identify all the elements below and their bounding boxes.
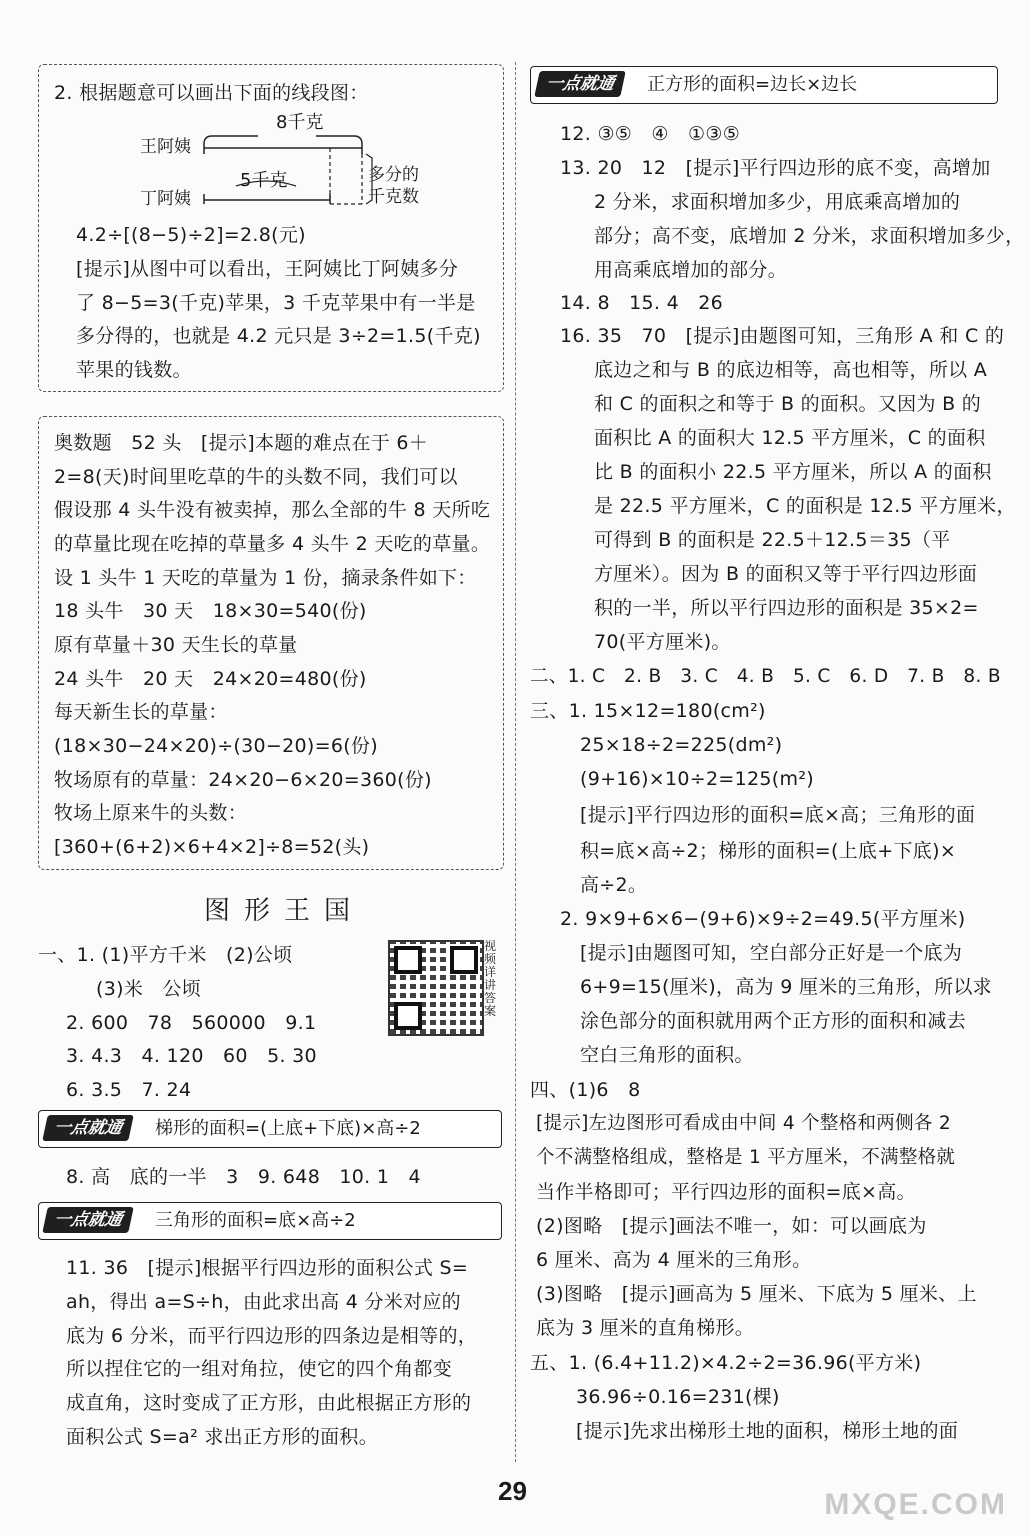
box1-title: 2. 根据题意可以画出下面的线段图： (54, 82, 369, 104)
answers-line-3: 2. 600 78 560000 9.1 (66, 1012, 317, 1034)
right-line-3: 2 分米，求面积增加多少，用底乘高增加的 (594, 191, 961, 213)
right-line-8: 底边之和与 B 的底边相等，高也相等，所以 A (594, 359, 988, 381)
label-bottom: 5千克 (240, 170, 288, 191)
right-line-10: 面积比 A 的面积大 12.5 平方厘米，C 的面积 (594, 427, 986, 449)
olympiad-line-11: 牧场原有的草量：24×20−6×20=360(份) (54, 769, 432, 791)
qr-finder-icon (450, 946, 478, 974)
olympiad-line-9: 每天新生长的草量： (54, 701, 228, 723)
right-line-5: 用高乘底增加的部分。 (594, 259, 788, 281)
page-number: 29 (498, 1476, 527, 1506)
olympiad-line-1: 奥数题 52 头 [提示]本题的难点在于 6＋ (54, 432, 429, 454)
olympiad-line-2: 2=8(天)时间里吃草的牛的头数不同，我们可以 (54, 466, 458, 488)
right-line-37: 五、1. (6.4+11.2)×4.2÷2=36.96(平方米) (530, 1352, 922, 1374)
qr-label: 视频详讲答案 (484, 939, 497, 1018)
answer-11-line-6: 面积公式 S=a² 求出正方形的面积。 (66, 1426, 379, 1448)
right-line-23: 高÷2。 (580, 874, 648, 896)
label-top: 8千克 (276, 112, 324, 133)
olympiad-line-10: (18×30−24×20)÷(30−20)=6(份) (54, 735, 378, 757)
box1-line-4: 多分得的，也就是 4.2 元只是 3÷2=1.5(千克) (76, 325, 481, 347)
right-line-19: 25×18÷2=225(dm²) (580, 734, 783, 756)
right-line-14: 方厘米）。因为 B 的面积又等于平行四边形面 (594, 563, 978, 585)
right-line-31: 个不满整格组成，整格是 1 平方厘米，不满整格就 (536, 1147, 956, 1168)
right-line-24: 2. 9×9+6×6−(9+6)×9÷2=49.5(平方厘米) (560, 908, 966, 930)
answers-line-4: 3. 4.3 4. 120 60 5. 30 (66, 1045, 317, 1067)
tip-bar-square (530, 66, 998, 104)
right-line-30: [提示]左边图形可看成由中间 4 个整格和两侧各 2 (536, 1113, 951, 1134)
column-divider (515, 62, 516, 1462)
box1-line-1: 4.2÷[(8−5)÷2]=2.8(元) (76, 224, 306, 246)
olympiad-line-3: 假设那 4 头牛没有被卖掉，那么全部的牛 8 天所吃 (54, 499, 491, 521)
watermark-logo: MXQE.COM (824, 1488, 1007, 1521)
olympiad-line-13: [360+(6+2)×6+4×2]÷8=52(头) (54, 836, 370, 858)
answer-11-line-3: 底为 6 分米，而平行四边形的四条边是相等的， (66, 1325, 478, 1347)
right-line-2: 13. 20 12 [提示]平行四边形的底不变，高增加 (560, 157, 991, 179)
box1-line-5: 苹果的钱数。 (76, 359, 192, 381)
right-line-12: 是 22.5 平方厘米，C 的面积是 12.5 平方厘米， (594, 495, 1016, 517)
right-line-33: (2)图略 [提示]画法不唯一，如：可以画底为 (536, 1215, 927, 1237)
right-line-22: 积=底×高÷2；梯形的面积=(上底+下底)× (580, 840, 957, 862)
tip-bar-text: 梯形的面积=(上底+下底)×高÷2 (155, 1118, 421, 1139)
olympiad-line-7: 原有草量＋30 天生长的草量 (54, 634, 298, 656)
right-line-11: 比 B 的面积小 22.5 平方厘米，所以 A 的面积 (594, 461, 992, 483)
answer-11-line-4: 所以捏住它的一组对角拉，使它的四个角都变 (66, 1358, 453, 1380)
right-line-38: 36.96÷0.16=231(棵) (576, 1386, 780, 1408)
tip-bar-text: 三角形的面积=底×高÷2 (155, 1210, 356, 1231)
tip-bar-triangle (38, 1202, 502, 1240)
right-line-39: [提示]先求出梯形土地的面积，梯形土地的面 (576, 1420, 959, 1442)
name-top: 王阿姨 (140, 137, 191, 157)
olympiad-line-12: 牧场上原来牛的头数： (54, 802, 248, 824)
olympiad-line-4: 的草量比现在吃掉的草量多 4 头牛 2 天吃的草量。 (54, 533, 491, 555)
section-title: 图形王国 (204, 896, 365, 926)
olympiad-line-6: 18 头牛 30 天 18×30=540(份) (54, 600, 367, 622)
right-line-13: 可得到 B 的面积是 22.5＋12.5＝35（平 (594, 529, 951, 551)
answer-11-line-1: 11. 36 [提示]根据平行四边形的面积公式 S= (66, 1257, 469, 1279)
right-line-35: (3)图略 [提示]画高为 5 厘米、下底为 5 厘米、上 (536, 1283, 977, 1305)
label-extra-2: 千克数 (368, 187, 419, 207)
answers-line-5: 6. 3.5 7. 24 (66, 1079, 192, 1101)
right-line-20: (9+16)×10÷2=125(m²) (580, 768, 814, 790)
right-line-36: 底为 3 厘米的直角梯形。 (536, 1317, 755, 1339)
segment-lines (140, 108, 440, 213)
answer-8-10: 8. 高 底的一半 3 9. 648 10. 1 4 (66, 1166, 421, 1188)
right-line-15: 积的一半，所以平行四边形的面积是 35×2= (594, 597, 979, 619)
right-line-1: 12. ③⑤ ④ ①③⑤ (560, 123, 741, 145)
answer-11-line-2: ah，得出 a=S÷h，由此求出高 4 分米对应的 (66, 1291, 461, 1313)
olympiad-line-5: 设 1 头牛 1 天吃的草量为 1 份，摘录条件如下： (54, 567, 477, 589)
right-line-9: 和 C 的面积之和等于 B 的面积。又因为 B 的 (594, 393, 982, 415)
right-line-21: [提示]平行四边形的面积=底×高；三角形的面 (580, 804, 976, 826)
right-line-17: 二、1. C 2. B 3. C 4. B 5. C 6. D 7. B 8. B (530, 666, 1001, 687)
qr-finder-icon (394, 1002, 422, 1030)
right-line-4: 部分；高不变，底增加 2 分米，求面积增加多少， (594, 225, 1025, 247)
right-line-6: 14. 8 15. 4 26 (560, 292, 724, 314)
qr-finder-icon (394, 946, 422, 974)
right-line-32: 当作半格即可；平行四边形的面积=底×高。 (536, 1181, 916, 1203)
qr-code[interactable] (388, 940, 484, 1036)
right-line-29: 四、(1)6 8 (530, 1079, 641, 1101)
right-line-28: 空白三角形的面积。 (580, 1044, 754, 1066)
right-line-18: 三、1. 15×12=180(cm²) (530, 700, 766, 722)
right-line-25: [提示]由题图可知，空白部分正好是一个底为 (580, 942, 963, 964)
label-extra-1: 多分的 (368, 165, 419, 185)
tip-bar-tag: 一点就通 (534, 71, 626, 97)
name-bottom: 丁阿姨 (140, 189, 191, 209)
answers-line-2: (3)米 公顷 (96, 978, 202, 1000)
tip-bar-tag: 一点就通 (42, 1115, 134, 1141)
olympiad-line-8: 24 头牛 20 天 24×20=480(份) (54, 668, 367, 690)
tip-bar-text: 正方形的面积=边长×边长 (647, 74, 858, 95)
tip-bar-trapezoid (38, 1110, 502, 1148)
tip-bar-tag: 一点就通 (42, 1207, 134, 1233)
right-line-16: 70(平方厘米)。 (594, 631, 731, 653)
box1-line-2: [提示]从图中可以看出，王阿姨比丁阿姨多分 (76, 258, 459, 280)
answer-11-line-5: 成直角，这时变成了正方形，由此根据正方形的 (66, 1392, 472, 1414)
segment-diagram (140, 108, 440, 213)
answers-line-1: 一、1. (1)平方千米 (2)公顷 (38, 944, 293, 966)
right-line-34: 6 厘米、高为 4 厘米的三角形。 (536, 1249, 812, 1271)
right-line-7: 16. 35 70 [提示]由题图可知，三角形 A 和 C 的 (560, 325, 1005, 347)
right-line-26: 6+9=15(厘米)，高为 9 厘米的三角形，所以求 (580, 976, 992, 998)
right-line-27: 涂色部分的面积就用两个正方形的面积和减去 (580, 1010, 967, 1032)
box1-line-3: 了 8−5=3(千克)苹果，3 千克苹果中有一半是 (76, 292, 476, 314)
